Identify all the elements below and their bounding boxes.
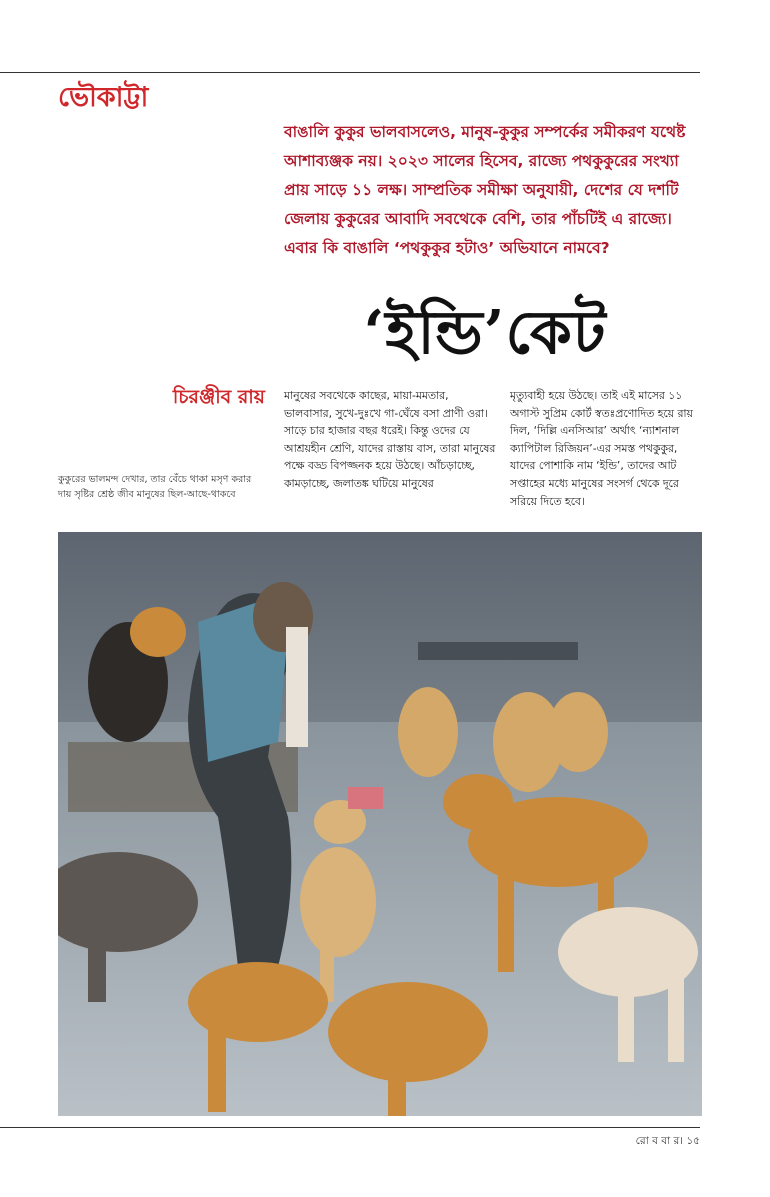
article-photo (58, 532, 702, 1116)
bottom-rule (0, 1127, 700, 1128)
top-rule (0, 72, 700, 73)
photo-caption: কুকুরের ভালমন্দ দেখার, তার বেঁচে থাকা মসৃণ করার দায় সৃষ্টির শ্রেষ্ঠ জীব মানুষের ছিল-আছে-থাকবে (58, 474, 252, 500)
section-label: ভৌকাট্টা (58, 82, 149, 113)
headline: ‘ইন্ডি’কেট (363, 298, 607, 368)
photo-illustration (58, 532, 702, 1116)
page-folio: রো ব বা র। ১৫ (635, 1135, 700, 1147)
body-column-2: মৃত্যুবাহী হয়ে উঠছে। তাই এই মাসের ১১ অগাস্ট সুপ্রিম কোর্ট স্বতঃপ্রণোদিত হয়ে রায় দিল, ‘দিল্লি এনসিআর’ অর্থাৎ ‘ন্যাশনাল ক্যাপিটাল রিজিয়ন’-এর সমস্ত পথকুকুর, যাদের পোশাকি নাম ‘ইন্ডি’, তাদের আট সপ্তাহের মধ্যে মানুষের সংসর্গ থেকে দূরে সরিয়ে দিতে হবে। (510, 389, 693, 508)
standfirst: বাঙালি কুকুর ভালবাসলেও, মানুষ-কুকুর সম্পর্কের সমীকরণ যথেষ্ট আশাব্যঞ্জক নয়। ২০২৩ সালের হিসেব, রাজ্যে পথকুকুরের সংখ্যা প্রায় সাড়ে ১১ লক্ষ। সাম্প্রতিক সমীক্ষা অনুযায়ী, দেশের যে দশটি জেলায় কুকুরের আবাদি সবথেকে বেশি, তার পাঁচটিই এ রাজ্যে। এবার কি বাঙালি ‘পথকুকুর হটাও’ অভিযানে নামবে? (284, 123, 686, 257)
byline: চিরঞ্জীব রায় (172, 386, 265, 408)
body-column-1: মানুষের সবথেকে কাছের, মায়া-মমতার, ভালবাসার, সুখে-দুঃখে গা-ঘেঁষে বসা প্রাণী ওরা। সাড়ে চার হাজার বছর ধরেই। কিন্তু ওদের যে আশ্রয়হীন শ্রেণি, যাদের রাস্তায় বাস, তারা মানুষের পক্ষে বড্ড বিপজ্জনক হয়ে উঠছে। আঁচড়াচ্ছে, কামড়াচ্ছে, জলাতঙ্ক ঘটিয়ে মানুষের (284, 389, 496, 490)
